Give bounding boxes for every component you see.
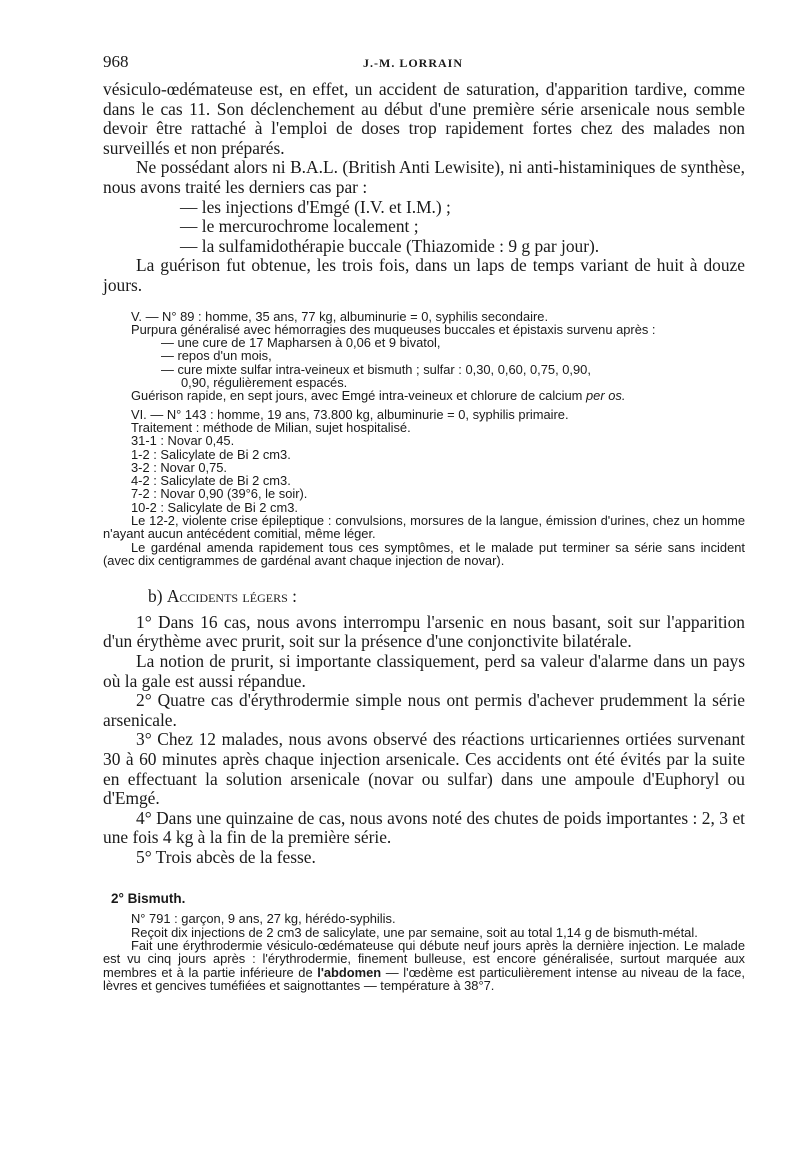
paragraph: 4° Dans une quinzaine de cas, nous avons noté des chutes de poids importantes : 2, 3 et une fois 4 kg à la fin de la première série. [103, 807, 745, 848]
case-text-part: Fait une érythrodermie vésiculo-œdémateuse qui débute neuf jours après la dernière injection. Le malade est vu cinq jours après : l'érythrodermie, finement bulleuse, est encore généralisée, surtout marquée aux membres et à la partie inférieure de [103, 938, 745, 980]
case-event: Le 12-2, violente crise épileptique : convulsions, morsures de la langue, émission d'urines, chez un homme n'ayant aucun antécédent comitial, même léger. [103, 512, 745, 542]
case-title: N° 791 : garçon, 9 ans, 27 kg, hérédo-syphilis. [131, 911, 396, 927]
schedule-item: 3-2 : Novar 0,75. [131, 459, 228, 475]
schedule-item: 1-2 : Salicylate de Bi 2 cm3. [131, 446, 291, 462]
case-report-v [103, 310, 745, 403]
paragraph: La guérison fut obtenue, les trois fois, dans un laps de temps variant de huit à douze jours. [103, 255, 745, 295]
page-header [103, 52, 745, 80]
case-item-continuation: 0,90, régulièrement espacés. [181, 375, 348, 391]
case-text-bold: l'abdomen [317, 964, 382, 980]
case-text: Reçoit dix injections de 2 cm3 de salicylate, une par semaine, soit au total 1,14 g de bismuth-métal. [131, 924, 698, 940]
case-outcome: Le gardénal amenda rapidement tous ces symptômes, et le malade put terminer sa série sans incident (avec dix centigrammes de gardénal avant chaque injection de novar). [103, 539, 745, 568]
case-title: V. — N° 89 : homme, 35 ans, 77 kg, albuminurie = 0, syphilis secondaire. [131, 308, 549, 324]
case-treatment: Traitement : méthode de Milian, sujet hospitalisé. [131, 419, 411, 435]
schedule-item: 31-1 : Novar 0,45. [131, 433, 235, 449]
case-text [103, 939, 745, 992]
list-item: — la sulfamidothérapie buccale (Thiazomide : 9 g par jour). [180, 235, 600, 256]
case-result-text: Guérison rapide, en sept jours, avec Emgé intra-veineux et chlorure de calcium [131, 388, 583, 404]
case-text-part: — l'œdème est particulièrement intense au niveau de la face, lèvres et gencives tuméfiées et saignottantes — température à 38°7. [103, 964, 745, 993]
section-title: Accidents légers : [166, 586, 297, 607]
page-number: 968 [103, 52, 129, 71]
section-letter: b) [148, 586, 163, 607]
paragraph: vésiculo-œdémateuse est, en effet, un accident de saturation, d'apparition tardive, comme dans le cas 11. Son déclenchement au début d'une première série arsenicale nous semble devoir être rattaché à l'emploi de doses trop rapidement fortes chez des malades non surveillés et non préparés. [103, 79, 745, 158]
document-page [103, 52, 745, 992]
paragraph: Ne possédant alors ni B.A.L. (British Anti Lewisite), ni anti-histaminiques de synthèse, nous avons traité les derniers cas par : [103, 157, 745, 197]
case-text: Purpura généralisé avec hémorragies des muqueuses buccales et épistaxis survenu après : [131, 321, 656, 337]
case-result [103, 389, 745, 402]
section-heading [103, 587, 745, 607]
schedule-item: 4-2 : Salicylate de Bi 2 cm3. [131, 473, 291, 489]
paragraph: 3° Chez 12 malades, nous avons observé des réactions urticariennes ortiées survenant 30 à 60 minutes après chaque injection arsenicale. Ces accidents ont été évités par la suite en effectuant la solution arsenicale (novar ou sulfar) dans une ampoule d'Euphoryl ou d'Emgé. [103, 729, 745, 809]
case-report-vi [103, 408, 745, 568]
schedule-item: 10-2 : Salicylate de Bi 2 cm3. [131, 499, 298, 515]
schedule-item: 7-2 : Novar 0,90 (39°6, le soir). [131, 486, 308, 502]
paragraph: La notion de prurit, si importante classiquement, perd sa valeur d'alarme dans un pays où la gale est aussi répandue. [103, 650, 745, 691]
case-item: — cure mixte sulfar intra-veineux et bismuth ; sulfar : 0,30, 0,60, 0,75, 0,90, [161, 361, 591, 377]
case-title: VI. — N° 143 : homme, 19 ans, 73.800 kg, albuminurie = 0, syphilis primaire. [131, 406, 569, 422]
paragraph: 1° Dans 16 cas, nous avons interrompu l'arsenic en nous basant, soit sur l'apparition d'un érythème avec prurit, soit sur la présence d'une conjonctivite bilatérale. [103, 611, 745, 652]
case-result-italic: per os. [586, 388, 626, 404]
paragraph: 5° Trois abcès de la fesse. [136, 846, 316, 867]
case-item: — une cure de 17 Mapharsen à 0,06 et 9 bivatol, [161, 335, 441, 351]
case-report-bismuth [103, 912, 745, 992]
case-item: — repos d'un mois, [161, 348, 272, 364]
list-item: — les injections d'Emgé (I.V. et I.M.) ; [180, 196, 451, 217]
paragraph: 2° Quatre cas d'érythrodermie simple nous ont permis d'achever prudemment la série arsenicale. [103, 690, 745, 730]
list-item: — le mercurochrome localement ; [180, 216, 419, 237]
running-head: J.-M. LORRAIN [363, 56, 463, 70]
section-heading-bismuth: 2° Bismuth. [111, 891, 186, 907]
